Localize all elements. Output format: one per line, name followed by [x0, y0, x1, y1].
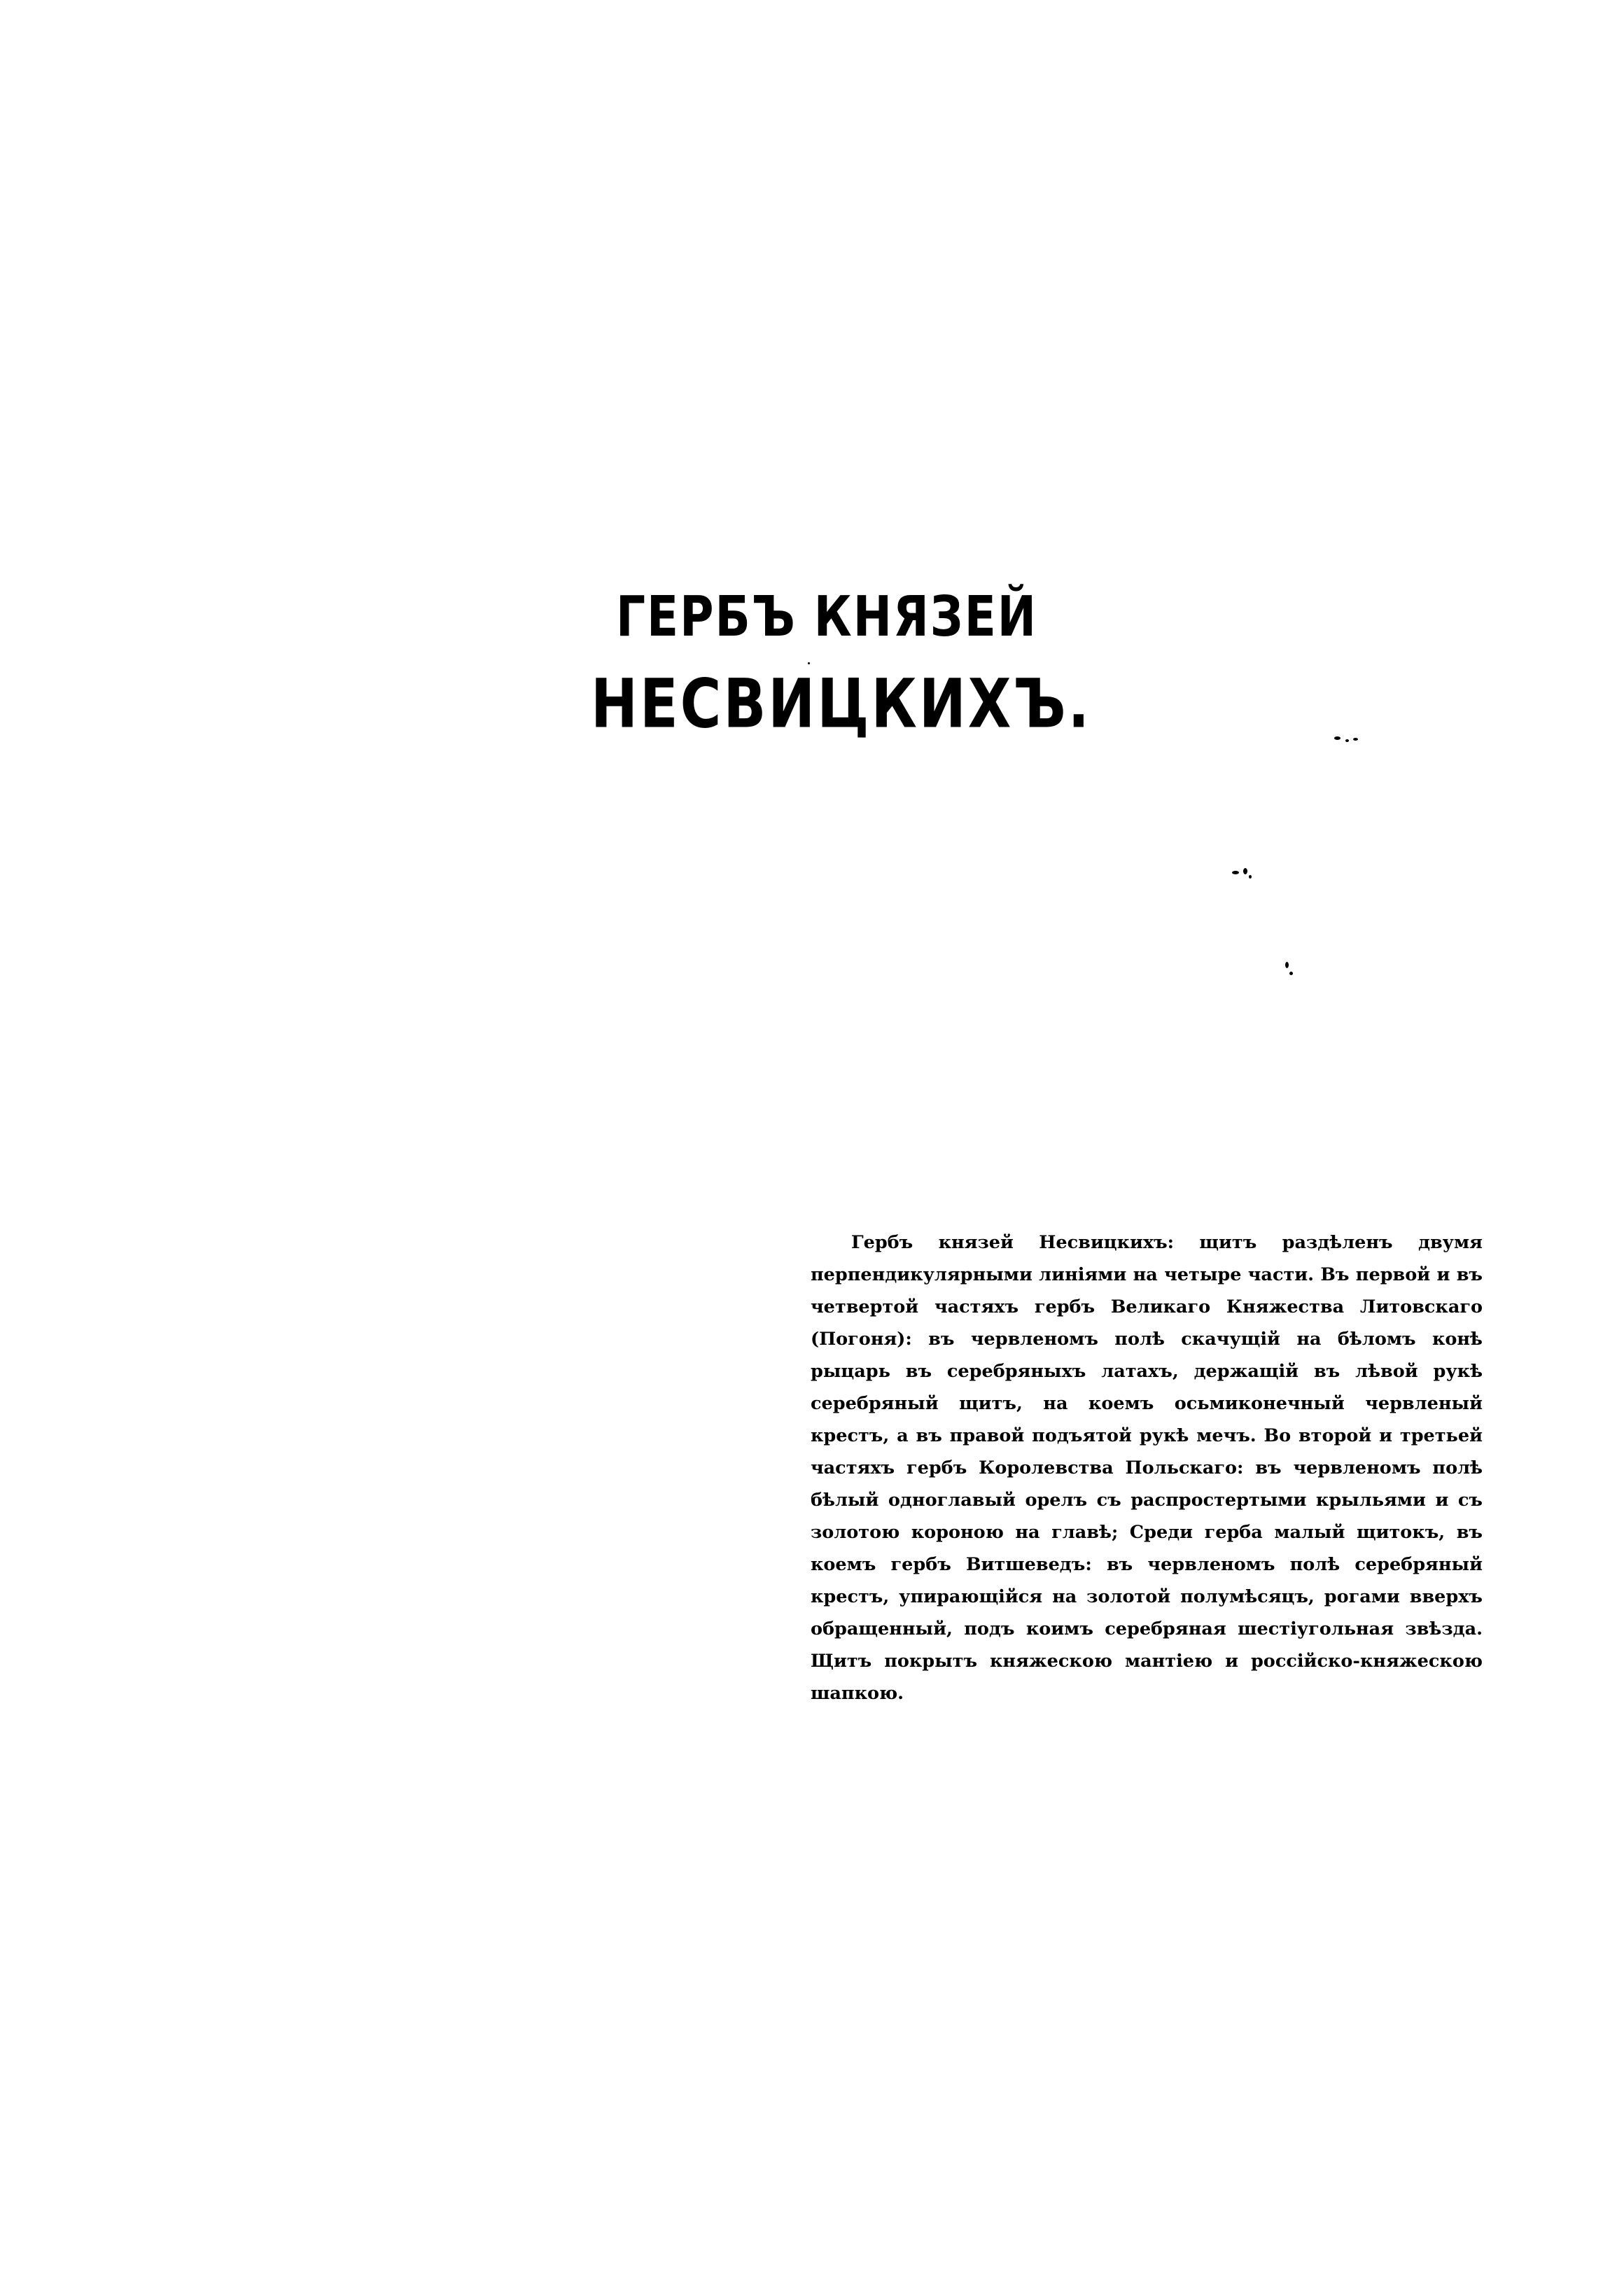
scan-speck — [1243, 868, 1247, 874]
scan-speck — [1353, 738, 1358, 741]
scan-speck — [1334, 736, 1340, 740]
scan-speck — [1289, 972, 1293, 975]
scan-speck — [808, 662, 810, 664]
scan-speck — [1285, 962, 1289, 968]
scan-speck — [1345, 739, 1349, 742]
coat-of-arms-description: Гербъ князей Несвицкихъ: щитъ раздѣленъ двумя перпендикулярными линіями на четыре части. Въ первой и въ четвертой частяхъ гербъ Великаго Княжества Литовскаго (Погоня): въ червленомъ полѣ скачущій на бѣломъ конѣ рыцарь въ серебряныхъ латахъ, держащій въ лѣвой рукѣ серебряный щитъ, на коемъ осьмиконечный червленый крестъ, а въ правой подъятой рукѣ мечъ. Во второй и третьей частяхъ гербъ Королевства Польскаго: въ червленомъ полѣ бѣлый одноглавый орелъ съ распростертыми крыльями и съ золотою короною на главѣ; Среди герба малый щитокъ, въ коемъ гербъ Витшеведъ: въ червленомъ полѣ серебряный крестъ, упирающійся на золотой полумѣсяцъ, рогами вверхъ обращенный, подъ коимъ серебряная шестіугольная звѣзда. Щитъ покрытъ княжескою мантіею и россійско-княжескою шапкою. — [811, 1232, 1483, 1704]
scan-speck — [1232, 871, 1239, 874]
page-title-line-1: ГЕРБЪ КНЯЗЕЙ — [616, 584, 1038, 650]
scan-speck — [1249, 875, 1252, 879]
page-title-line-2: НЕСВИЦКИХЪ. — [591, 664, 1092, 743]
